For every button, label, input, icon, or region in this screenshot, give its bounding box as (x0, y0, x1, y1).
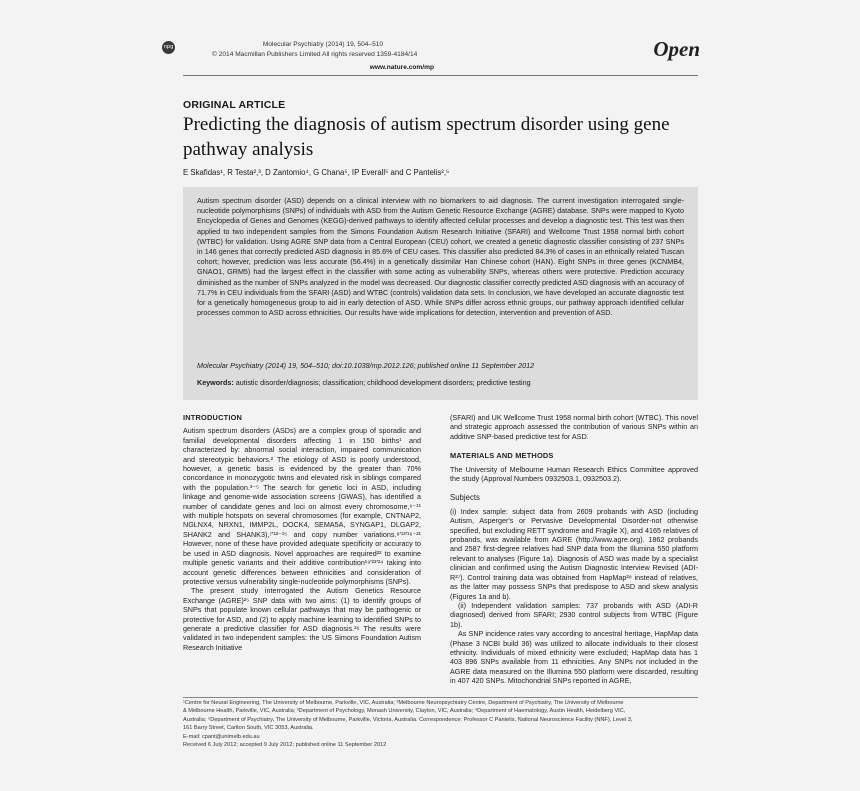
footnote-divider (183, 697, 698, 698)
open-access-badge: Open (653, 37, 700, 61)
received-dates: Received 6 July 2012; accepted 9 July 2012; published online 11 September 2012 (183, 742, 387, 749)
affiliation-line-3: Australia; ⁵Department of Psychiatry, The University of Melbourne, Parkville, Victoria, Australia. Correspondence: Professor C Pantelis, National Neuroscience Facility (NNF), Level 3, (183, 716, 633, 723)
journal-header (212, 40, 434, 60)
hapmap-paragraph: As SNP incidence rates vary according to ancestral heritage, HapMap data (Phase 3 NCBI build 36) was utilized to allocate individuals to their closest ethnicity. Individuals of mixed ethnicity were excluded; HapMap data has 1 403 896 SNPs available from 11 ethnicities. Any SNPs not included in the AGRE data measured on the Illumina 550 platform were discarded, resulting in 407 420 SNPs. Mitochondrial SNPs reported in AGRE, (450, 629, 698, 686)
affiliation-line-2: & Melbourne Health, Parkville, VIC, Australia; ³Department of Psychology, Monash University, Clayton, VIC, Australia; ⁴Department of Haematology, Austin Health, Heidelberg VIC, (183, 708, 626, 715)
affiliation-line-4: 161 Barry Street, Carlton South, VIC 3053, Australia. (183, 725, 314, 732)
keywords (197, 378, 531, 387)
methods-heading: MATERIALS AND METHODS (450, 451, 554, 461)
introduction-paragraph-1: Autism spectrum disorders (ASDs) are a complex group of sporadic and familial developmental disorders affecting 1 in 150 births¹ and characterized by: abnormal social interaction, impaired communication and stereotypic behaviors.² The etiology of ASD is poorly understood, however, a genetic basis is evidenced by the greater than 70% concordance in monozygotic twins and elevated risk in siblings compared with the population.³⁻⁵ The search for genetic loci in ASD, including linkage and genome-wide association screens (GWAS), has identified a number of candidate genes and loci on almost every chromosome,⁶⁻¹¹ with multiple hotspots on several chromosomes (for example, CNTNAP2, NGLNX4, NRXN1, IMMP2L, DOCK4, SEMA5A, SYNGAP1, DLGAP2, SHANK2 and SHANK3),⁷'¹²⁻¹⁵ and copy number variations.⁸'¹³'¹⁶⁻²¹ However, none of these have provided adequate specificity or accuracy to be used in ASD diagnosis. Novel approaches are required²² to examine multiple genetic variants and their additive contribution¹⁹'²³'²⁴ taking into account genetic differences between ethnicities and consideration of protective versus vulnerability single-nucleotide polymorphisms (SNPs). (183, 426, 421, 586)
article-type-label: ORIGINAL ARTICLE (183, 99, 286, 111)
header-divider (183, 75, 698, 76)
ethics-paragraph: The University of Melbourne Human Research Ethics Committee approved the study (Approval Numbers 0932503.1, 0932503.2). (450, 464, 698, 484)
journal-citation-line: Molecular Psychiatry (2014) 19, 504–510 (262, 41, 384, 48)
subjects-subheading: Subjects (450, 493, 480, 503)
affiliation-line-1: ¹Centre for Neural Engineering, The University of Melbourne, Parkville, VIC, Australia; ²Melbourne Neuropsychiatry Centre, Department of Psychiatry, The University of Melbourne (183, 700, 624, 706)
copyright-line: © 2014 Macmillan Publishers Limited All rights reserved 1359-4184/14 (212, 51, 418, 58)
right-column (450, 413, 698, 686)
correspondence-email[interactable]: E-mail: cpant@unimelb.edu.au (183, 733, 260, 740)
abstract-box (183, 187, 698, 400)
publisher-logo: npg (162, 41, 175, 54)
introduction-paragraph-2: The present study interrogated the Autism Genetics Resource Exchange (AGRE)²⁵ SNP data with two aims: (1) to identify groups of SNPs that populate known cellular pathways that may be pathogenic or protective for ASD, and (2) to apply machine learning to identified SNPs to generate a predictive classifier for ASD diagnosis.²⁶ The results were validated in two independent samples: the US Simons Foundation Autism Research Initiative (183, 586, 421, 652)
abstract-text: Autism spectrum disorder (ASD) depends on a clinical interview with no biomarkers to aid diagnosis. The current investigation interrogated single-nucleotide polymorphisms (SNPs) of individuals with ASD from the Autism Genetic Resource Exchange (AGRE) database. SNPs were mapped to Kyoto Encyclopedia of Genes and Genomes (KEGG)-derived pathways to identify affected cellular processes and develop a diagnostic test. This test was then applied to two independent samples from the Simons Foundation Autism Research Initiative (SFARI) and Wellcome Trust 1958 normal birth cohort (WTBC) for validation. Using AGRE SNP data from a Central European (CEU) cohort, we created a genetic diagnostic classifier consisting of 237 SNPs in 146 genes that correctly predicted ASD diagnosis in 85.6% of CEU cases. This classifier also predicted 84.3% of cases in an ethnically related Tuscan cohort; however, prediction was less accurate (56.4%) in a genetically dissimilar Han Chinese cohort (HAN). Eight SNPs in three genes (KCNMB4, GNAO1, GRM5) had the largest effect in the classifier with some acting as vulnerability SNPs, whereas others were protective. Prediction accuracy diminished as the number of SNPs analyzed in the model was decreased. Our diagnostic classifier correctly predicted ASD diagnosis with an accuracy of 71.7% in CEU individuals from the SFARI (ASD) and WTBC (controls) validation data sets. In conclusion, we have developed an accurate diagnostic test for a genetically homogeneous group to aid in early detection of ASD. While SNPs differ across ethnic groups, our pathway approach identified cellular processes common to ASD across ethnicities. Our results have wide implications for detection, intervention and prevention of ASD. (197, 196, 684, 318)
journal-url-link[interactable]: www.nature.com/mp (369, 64, 434, 71)
abstract-citation: Molecular Psychiatry (2014) 19, 504–510; doi:10.1038/mp.2012.126; published online 11 September 2012 (197, 361, 535, 370)
left-column (183, 413, 421, 652)
keywords-label: Keywords: (197, 378, 234, 387)
footnotes (183, 699, 698, 749)
author-list: E Skafidas¹, R Testa²,³, D Zantomio⁴, G Chana⁵, IP Everall⁵ and C Pantelis²,⁵ (183, 168, 450, 177)
index-sample-paragraph: (i) Index sample: subject data from 2609 probands with ASD (including Autism, Asperger's or Pervasive Developmental Disorder-not otherwise specified, but excluding RETT syndrome and Fragile X), and 4165 relatives of probands, was available from AGRE (http://www.agre.org). 1862 probands and 2587 first-degree relatives had SNP data from the Illumina 550 platform relevant to analyses (Figure 1a). Diagnosis of ASD was made by a specialist clinician and confirmed using the Autism Diagnostic Interview Revised (ADI-R²⁷). Control training data was obtained from HapMap²⁸ instead of relatives, as the latter may possess SNPs that predispose to ASD and skew analysis (Figures 1a and b). (450, 506, 698, 601)
keywords-list: autistic disorder/diagnosis; classification; childhood development disorders; predictive testing (235, 378, 531, 387)
article-title: Predicting the diagnosis of autism spectrum disorder using gene pathway analysis (183, 114, 670, 160)
introduction-paragraph-3: (SFARI) and UK Wellcome Trust 1958 normal birth cohort (WTBC). This novel and strategic approach assessed the contribution of various SNPs within an additive SNP-based predictive test for ASD. (450, 413, 698, 441)
introduction-heading: INTRODUCTION (183, 413, 243, 422)
validation-sample-paragraph: (ii) Independent validation samples: 737 probands with ASD (ADI-R diagnosed) derived from SFARI; 2930 control subjects from WTBC (Figure 1b). (450, 600, 698, 629)
